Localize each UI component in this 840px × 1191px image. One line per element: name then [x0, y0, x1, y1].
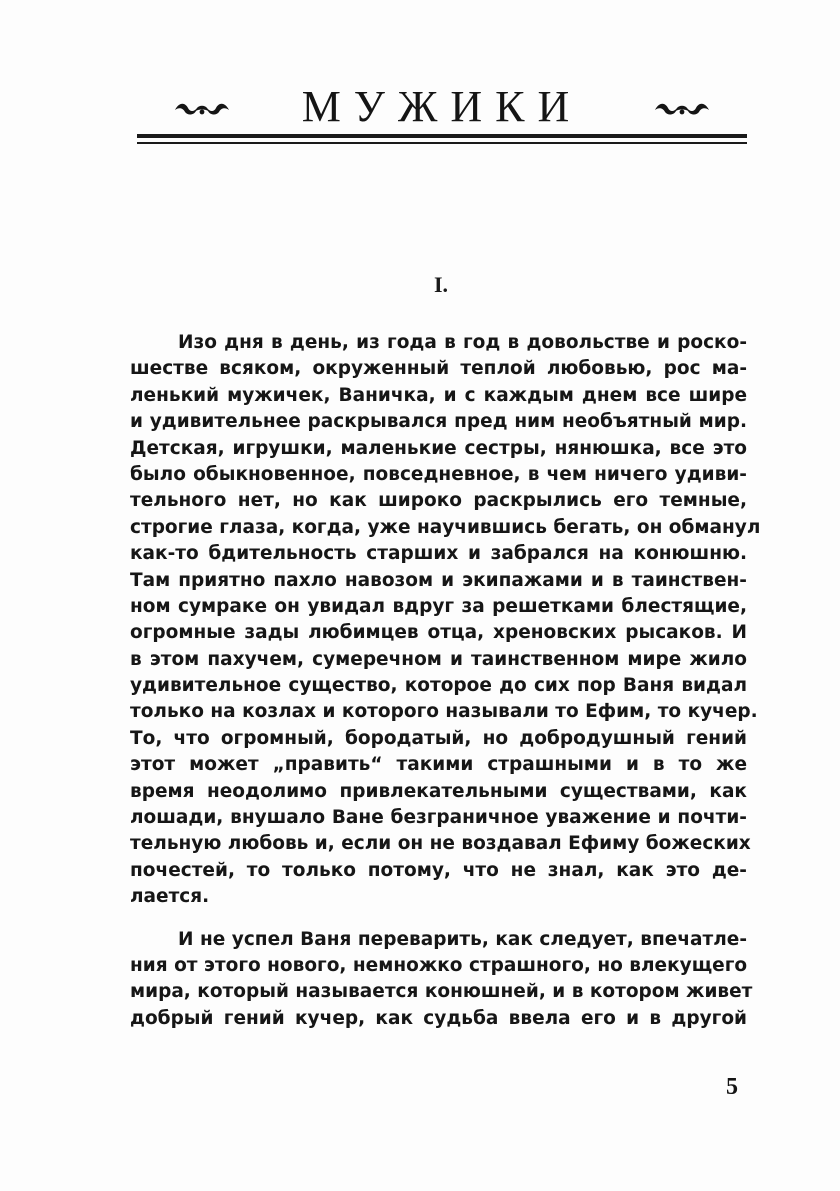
text-line: лошади, внушало Ване безграничное уважение и почти-: [130, 807, 747, 829]
text-line: мира, который называется конюшней, и в котором живет: [130, 981, 753, 1003]
text-line: ния от этого нового, немножко страшного, но влекущего: [130, 954, 748, 976]
text-line: огромные зады любимцев отца, хреновских рысаков. И: [130, 622, 747, 644]
text-line: тельного нет, но как широко раскрылись его темные,: [130, 490, 747, 512]
text-line: тельную любовь и, если он не воздавал Ефиму божеских: [130, 833, 751, 855]
text-line: удивительное существо, которое до сих пор Ваня видал: [130, 675, 747, 697]
text-line: только на козлах и которого называли то Ефим, то кучер.: [130, 701, 758, 723]
page-title: МУЖИКИ: [301, 82, 583, 131]
text-line: этот может „править“ такими страшными и в то же: [130, 754, 747, 776]
paragraph: [130, 927, 753, 1033]
text-line: Там приятно пахло навозом и экипажами и в таинствен-: [130, 569, 747, 591]
text-line: Детская, игрушки, маленькие сестры, нянюшка, все это: [130, 437, 747, 459]
paragraph-gap: [130, 911, 747, 927]
text-line: ном сумраке он увидал вдруг за решетками блестящие,: [130, 595, 747, 617]
text-line: То, что огромный, бородатый, но добродушный гений: [130, 727, 747, 749]
text-line: И не успел Ваня переварить, как следует, впечатле-: [178, 928, 747, 950]
text-line: как-то бдительность старших и забрался на конюшню.: [130, 543, 747, 565]
page-number: 5: [726, 1074, 738, 1100]
text-line: строгие глаза, когда, уже научившись бегать, он обманул: [130, 516, 761, 538]
chapter-heading: I.: [433, 272, 449, 297]
header-rule-thin: [137, 142, 747, 144]
chapter-header: [137, 82, 747, 132]
text-line: Изо дня в день, из года в год в довольстве и роско-: [178, 332, 747, 353]
text-line: и удивительнее раскрывался пред ним необъятный мир.: [130, 411, 747, 433]
text-line: в этом пахучем, сумеречном и таинственном мире жило: [130, 648, 747, 670]
text-line: шестве всяком, окруженный теплой любовью, рос ма-: [130, 358, 747, 380]
text-line: время неодолимо привлекательными существами, как: [130, 780, 747, 802]
text-line: ленький мужичек, Ваничка, и с каждым днем все шире: [130, 384, 747, 406]
text-line: было обыкновенное, повседневное, в чем ничего удиви-: [130, 463, 747, 485]
header-rule-thick: [137, 134, 747, 138]
fleuron-right-icon: [653, 98, 711, 118]
text-line: лается.: [130, 886, 210, 908]
text-line: добрый гений кучер, как судьба ввела его и в другой: [130, 1007, 747, 1029]
paragraph: [130, 330, 761, 911]
body-text: [130, 330, 761, 1032]
text-line: почестей, то только потому, что не знал, как это де-: [130, 859, 747, 881]
